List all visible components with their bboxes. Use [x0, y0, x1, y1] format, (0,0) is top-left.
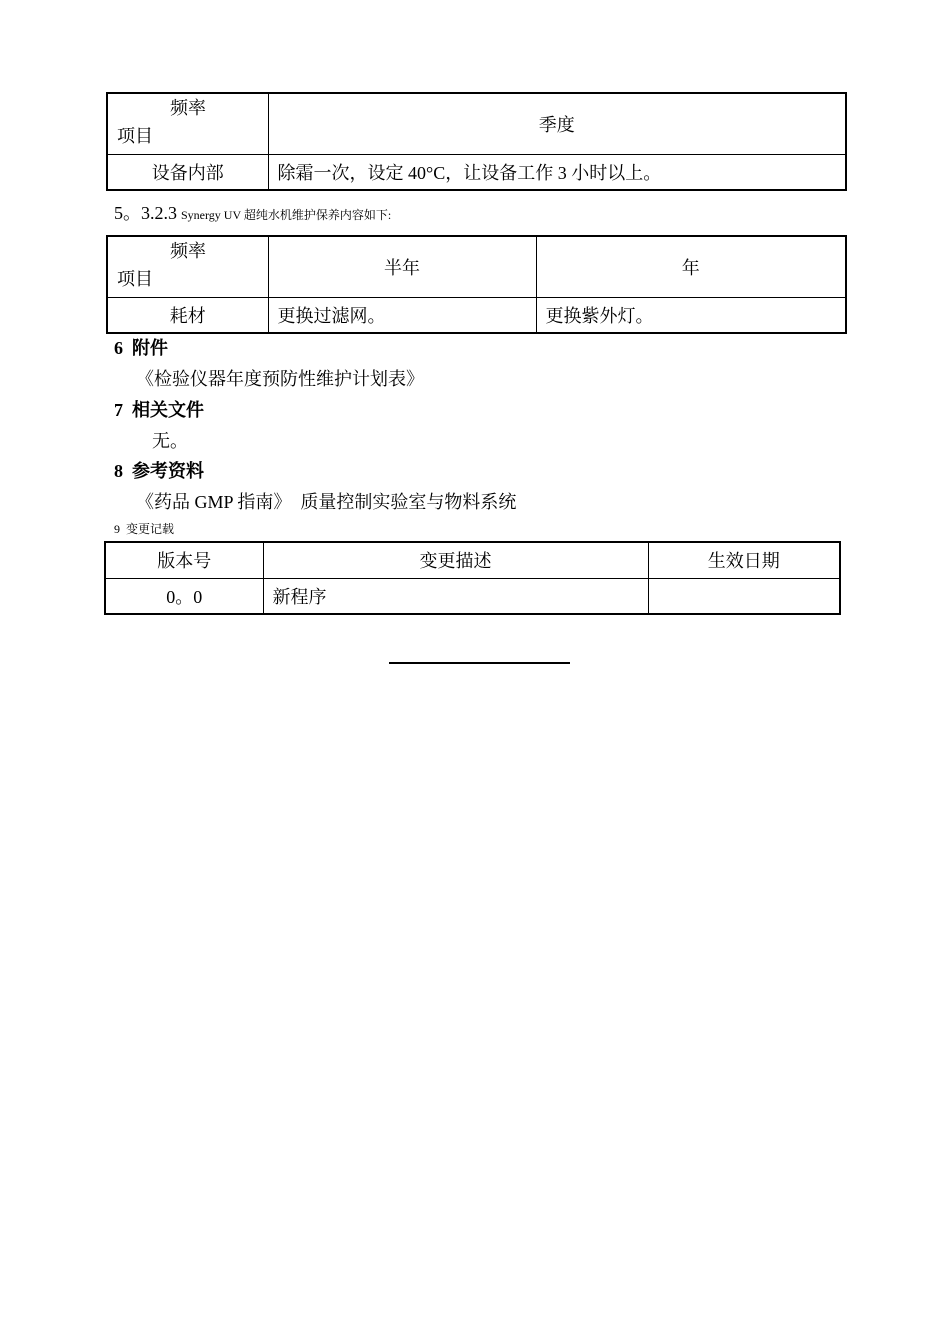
cell-description: 新程序: [263, 578, 648, 614]
row-quarterly-value: 除霜一次，设定 40°C，让设备工作 3 小时以上。: [268, 154, 846, 190]
maintenance-table-consumables: [106, 235, 847, 334]
table-row: [105, 578, 840, 614]
table-header-corner: [107, 236, 268, 297]
section-7-heading: 7 相关文件: [114, 400, 204, 420]
change-record-table: [104, 541, 841, 615]
header-description: 变更描述: [263, 542, 648, 578]
row-item-label: 耗材: [107, 297, 268, 333]
header-version: 版本号: [105, 542, 263, 578]
header-half-year: 半年: [268, 236, 536, 297]
header-quarterly: 季度: [268, 93, 846, 154]
section-6-heading: 6 附件: [114, 338, 168, 358]
table-header-corner: [107, 93, 268, 154]
section-8-heading: 8 参考资料: [114, 461, 204, 481]
header-effective-date: 生效日期: [648, 542, 840, 578]
header-item-label: 项目: [117, 126, 153, 146]
section-523-text: Synergy UV 超纯水机维护保养内容如下:: [181, 208, 392, 222]
header-frequency-label: 频率: [170, 98, 206, 118]
section-523-line: [114, 199, 391, 225]
section-8-content: 《药品 GMP 指南》 质量控制实验室与物料系统: [136, 492, 517, 512]
header-frequency-label: 频率: [170, 241, 206, 261]
section-6-content: 《检验仪器年度预防性维护计划表》: [136, 369, 424, 389]
cell-version: 0。0: [105, 578, 263, 614]
section-7-content: 无。: [152, 431, 188, 451]
header-year: 年: [536, 236, 846, 297]
section-523-number: 5。3.2.3: [114, 203, 177, 223]
header-item-label: 项目: [117, 269, 153, 289]
cell-effective-date: [648, 578, 840, 614]
section-9-heading: 9 变更记载: [114, 522, 175, 536]
end-of-document-rule: [389, 662, 570, 664]
maintenance-table-quarterly: [106, 92, 847, 191]
row-item-label: 设备内部: [107, 154, 268, 190]
row-half-year-value: 更换过滤网。: [268, 297, 536, 333]
row-year-value: 更换紫外灯。: [536, 297, 846, 333]
